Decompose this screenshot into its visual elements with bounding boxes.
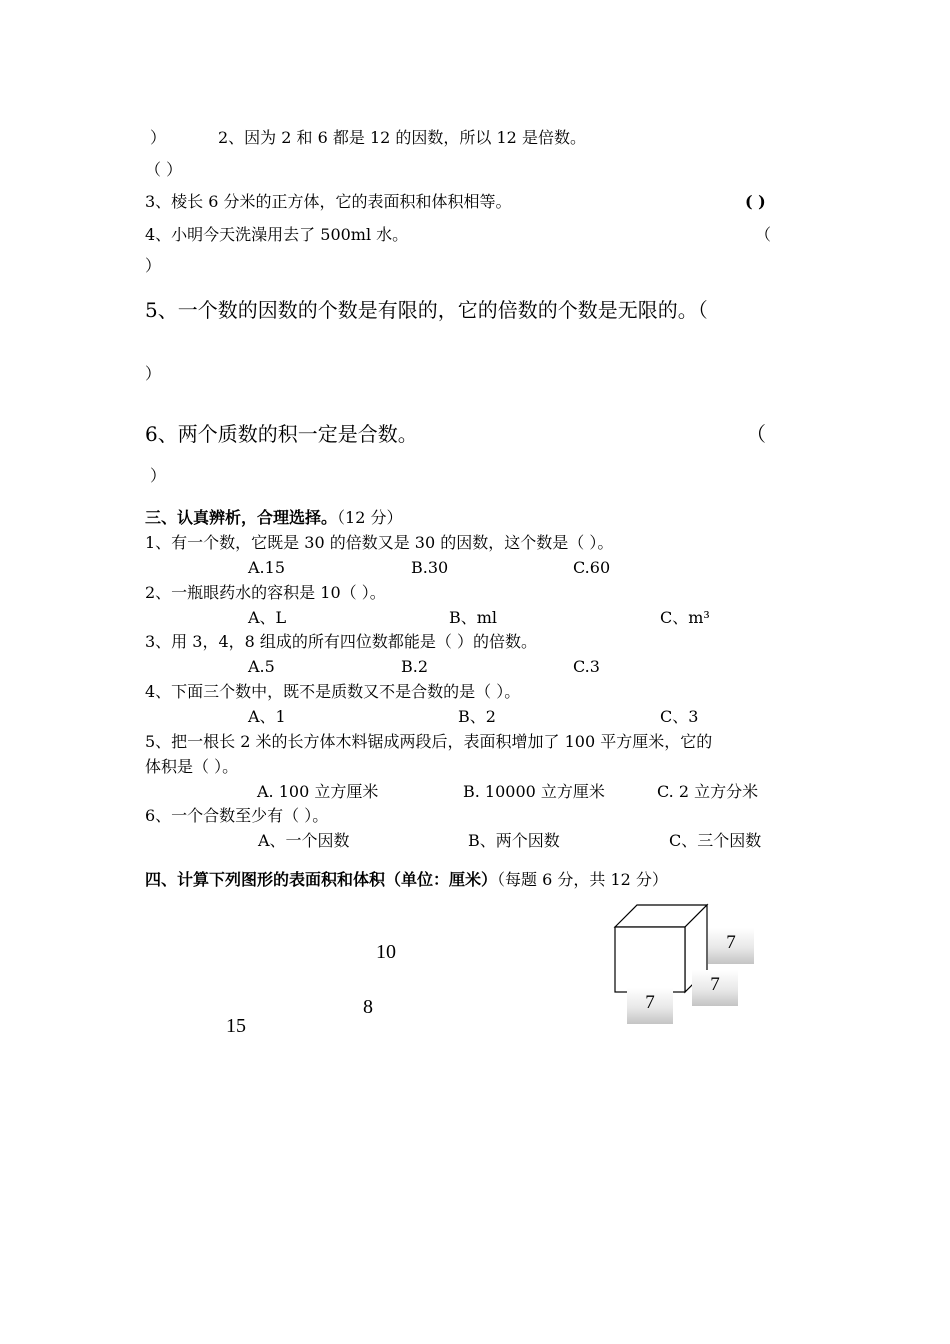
choice-1-option-c: C.60: [573, 558, 611, 577]
section-4-heading: [145, 870, 668, 890]
choice-question-6: 6、一个合数至少有（ ）。: [145, 806, 329, 825]
q2-leading-paren: ）: [150, 128, 167, 147]
choice-question-3: 3、用 3，4，8 组成的所有四位数都能是（ ）的倍数。: [145, 632, 537, 651]
cube-edge-label-bottom: 7: [645, 992, 655, 1013]
choice-2-option-c: C、m³: [660, 608, 710, 627]
section-3-heading: [145, 508, 402, 528]
judge-answer-paren-3: ( ): [745, 192, 766, 211]
choice-question-1: 1、有一个数，它既是 30 的倍数又是 30 的因数，这个数是（ ）。: [145, 533, 614, 552]
choice-3-option-c: C.3: [573, 657, 600, 676]
section-4-title: 四、计算下列图形的表面积和体积（单位：厘米）: [145, 870, 498, 889]
judge-answer-open-4: （: [755, 225, 772, 244]
choice-question-5-line-1: 5、把一根长 2 米的长方体木料锯成两段后，表面积增加了 100 平方厘米，它的: [145, 732, 713, 751]
section-3-score: （12 分）: [337, 508, 403, 527]
choice-6-option-b: B、两个因数: [468, 831, 560, 850]
judge-answer-open-6: （: [746, 422, 766, 446]
choice-4-option-b: B、2: [458, 707, 496, 726]
cube-edge-label-box-depth: [692, 970, 738, 1006]
choice-3-option-b: B.2: [401, 657, 429, 676]
section-3-title: 三、认真辨析，合理选择。: [145, 508, 338, 527]
choice-6-option-c: C、三个因数: [669, 831, 762, 850]
choice-4-option-c: C、3: [660, 707, 699, 726]
judge-question-2: 2、因为 2 和 6 都是 12 的因数，所以 12 是倍数。: [218, 128, 586, 147]
cube-edge-label-box-bottom: [627, 988, 673, 1024]
choice-5-option-c: C. 2 立方分米: [657, 782, 759, 801]
judge-question-4: 4、小明今天洗澡用去了 500ml 水。: [145, 225, 409, 244]
judge-answer-close-6: ）: [150, 466, 167, 485]
choice-1-option-a: A.15: [248, 558, 285, 577]
cube-figure: [612, 900, 762, 1030]
choice-2-option-b: B、ml: [449, 608, 498, 627]
section-4-score: （每题 6 分，共 12 分）: [497, 870, 668, 889]
judge-answer-close-5: ）: [145, 364, 162, 383]
choice-3-option-a: A.5: [248, 657, 275, 676]
cube-edge-label-box-right: [708, 928, 754, 964]
judge-question-6: 6、两个质数的积一定是合数。: [145, 422, 418, 446]
choice-2-option-a: A、L: [248, 608, 287, 627]
cuboid-length-label: 10: [376, 941, 396, 963]
cube-edge-label-right: 7: [726, 932, 736, 953]
cube-edge-label-depth: 7: [710, 974, 720, 995]
choice-1-option-b: B.30: [411, 558, 449, 577]
choice-question-5-line-2: 体积是（ ）。: [145, 757, 239, 776]
choice-4-option-a: A、1: [248, 707, 286, 726]
choice-5-option-b: B. 10000 立方厘米: [463, 782, 605, 801]
choice-6-option-a: A、一个因数: [258, 831, 350, 850]
judge-question-3: 3、棱长 6 分米的正方体，它的表面积和体积相等。: [145, 192, 512, 211]
judge-question-5: 5、一个数的因数的个数是有限的，它的倍数的个数是无限的。（: [145, 298, 708, 322]
judge-answer-paren-2: （ ）: [145, 160, 183, 179]
cuboid-height-label: 15: [226, 1015, 246, 1037]
choice-5-option-a: A. 100 立方厘米: [257, 782, 379, 801]
cuboid-width-label: 8: [363, 996, 373, 1018]
choice-question-2: 2、一瓶眼药水的容积是 10（ ）。: [145, 583, 386, 602]
judge-answer-close-4: ）: [145, 256, 162, 275]
choice-question-4: 4、下面三个数中，既不是质数又不是合数的是（ ）。: [145, 682, 521, 701]
